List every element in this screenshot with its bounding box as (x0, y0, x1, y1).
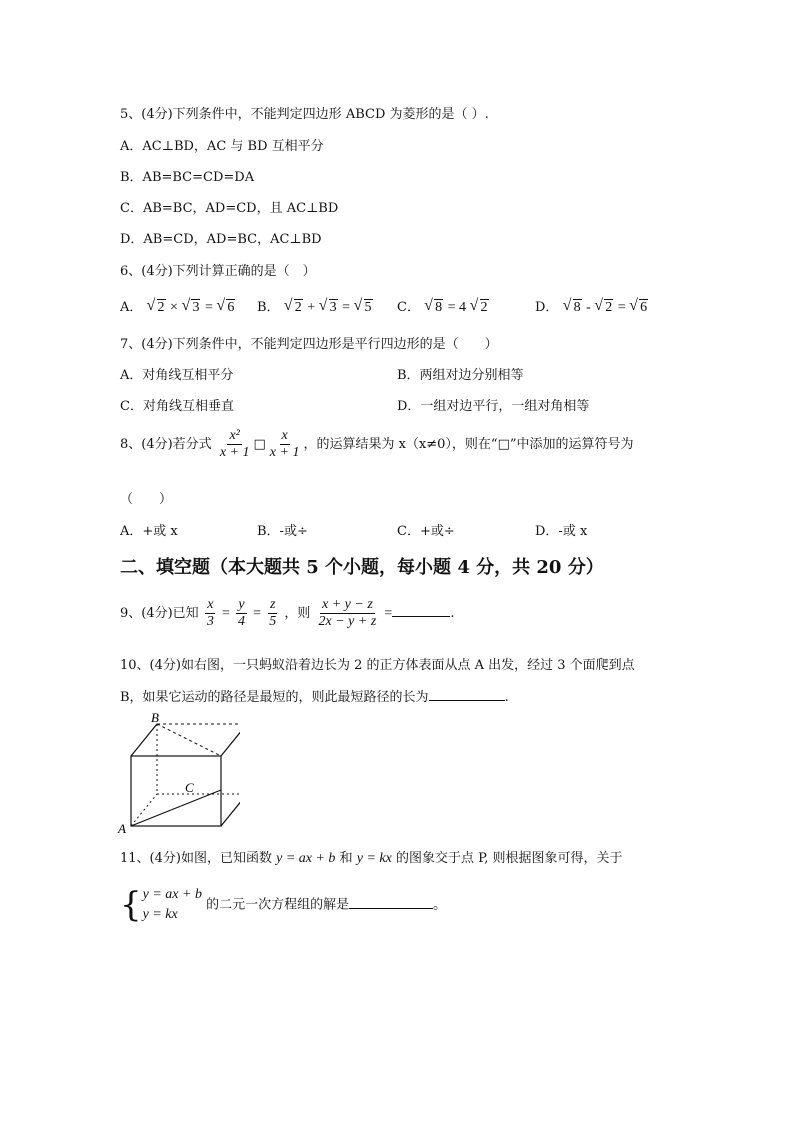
q5-option-a: A．AC⊥BD，AC 与 BD 互相平分 (120, 139, 324, 154)
q6-option-c: C． √ 8 = 4 √ 2 (397, 296, 490, 316)
q5-option-b: B．AB=BC=CD=DA (120, 170, 255, 185)
q10-line-1: 10、(4分)如右图，一只蚂蚁沿着边长为 2 的正方体表面从点 A 出发，经过 3 个面爬到点 (120, 658, 635, 673)
q11-brace: { (120, 885, 142, 925)
q8-fraction-2: $\frac{x}{x + 1}$ (269, 428, 300, 460)
q8-paren: （ ） (120, 492, 173, 507)
cube-front-face (131, 756, 221, 826)
q8-option-c: C．+或÷ (397, 524, 455, 539)
cube-edge-top-right (221, 724, 240, 756)
q6-option-d: D． √ 8 - √ 2 = √ 6 (535, 296, 649, 316)
q5-option-d: D．AB=CD，AD=BC，AC⊥BD (120, 232, 322, 247)
cube-label-a: A (118, 821, 126, 835)
q5-stem: 5、(4分)下列条件中，不能判定四边形 ABCD 为菱形的是（ ）. (120, 107, 489, 122)
q7-option-d: D．一组对边平行，一组对角相等 (397, 399, 590, 414)
q7-option-c: C．对角线互相垂直 (120, 399, 234, 414)
q9-stem: 9、(4分)已知 $\frac{x}{3}$ = $\frac{y}{4}$ = $\frac{z}{5}$ ，则 $\frac{x + y - z}{2x - y + z}$ = . (120, 597, 455, 629)
q5-option-c: C．AB=BC，AD=CD，且 AC⊥BD (120, 201, 339, 216)
cube-label-c: C (185, 780, 194, 795)
q8-stem: 8、(4分)若分式 $\frac{\text{x²}}{x + 1}$ □ $\frac{x}{x + 1}$ ，的运算结果为 x（x≠0），则在“□”中添加的运算符号为 (120, 428, 634, 460)
cube-edge-bottom-right (221, 794, 240, 826)
cube-edge-top-left (131, 724, 157, 756)
q6-option-a: A． √ 2 × √ 3 = √ 6 (120, 296, 236, 316)
q10-answer-blank (429, 700, 505, 701)
cube-path-a-to-c (131, 790, 221, 826)
q11-stem: 11、(4分)如图，已知函数 y = ax + b 和 y = kx 的图象交于点 P, 则根据图象可得，关于 (120, 851, 623, 866)
q8-option-a: A．+或 x (120, 524, 178, 539)
q6-option-b: B． √ 2 + √ 3 = √ 5 (257, 296, 374, 316)
q7-stem: 7、(4分)下列条件中，不能判定四边形是平行四边形的是（ ） (120, 337, 498, 352)
q11-answer-blank (349, 908, 433, 909)
q6-stem: 6、(4分)下列计算正确的是（ ） (120, 264, 316, 279)
q8-box: □ (253, 437, 266, 452)
q11-system-line: { y = ax + b y = kx 的二元一次方程组的解是 。 (120, 885, 447, 925)
cube-figure (115, 710, 240, 835)
q7-option-b: B．两组对边分别相等 (397, 368, 524, 383)
q9-answer-blank (392, 616, 450, 617)
cube-label-b: B (151, 710, 159, 725)
cube-path-b-diagonal (157, 724, 221, 756)
q9-target-fraction: $\frac{x + y - z}{2x - y + z}$ (318, 597, 377, 629)
q8-fraction-1: $\frac{\text{x²}}{x + 1}$ (219, 428, 250, 460)
q8-option-b: B．-或÷ (257, 524, 308, 539)
q8-option-d: D．-或 x (535, 524, 588, 539)
q11-equation-system: y = ax + b y = kx (142, 887, 202, 922)
q10-line-2: B，如果它运动的路径是最短的，则此最短路径的长为 . (120, 690, 509, 705)
section-heading: 二、填空题（本大题共 5 个小题，每小题 4 分，共 20 分） (120, 557, 604, 578)
q7-option-a: A．对角线互相平分 (120, 368, 234, 383)
